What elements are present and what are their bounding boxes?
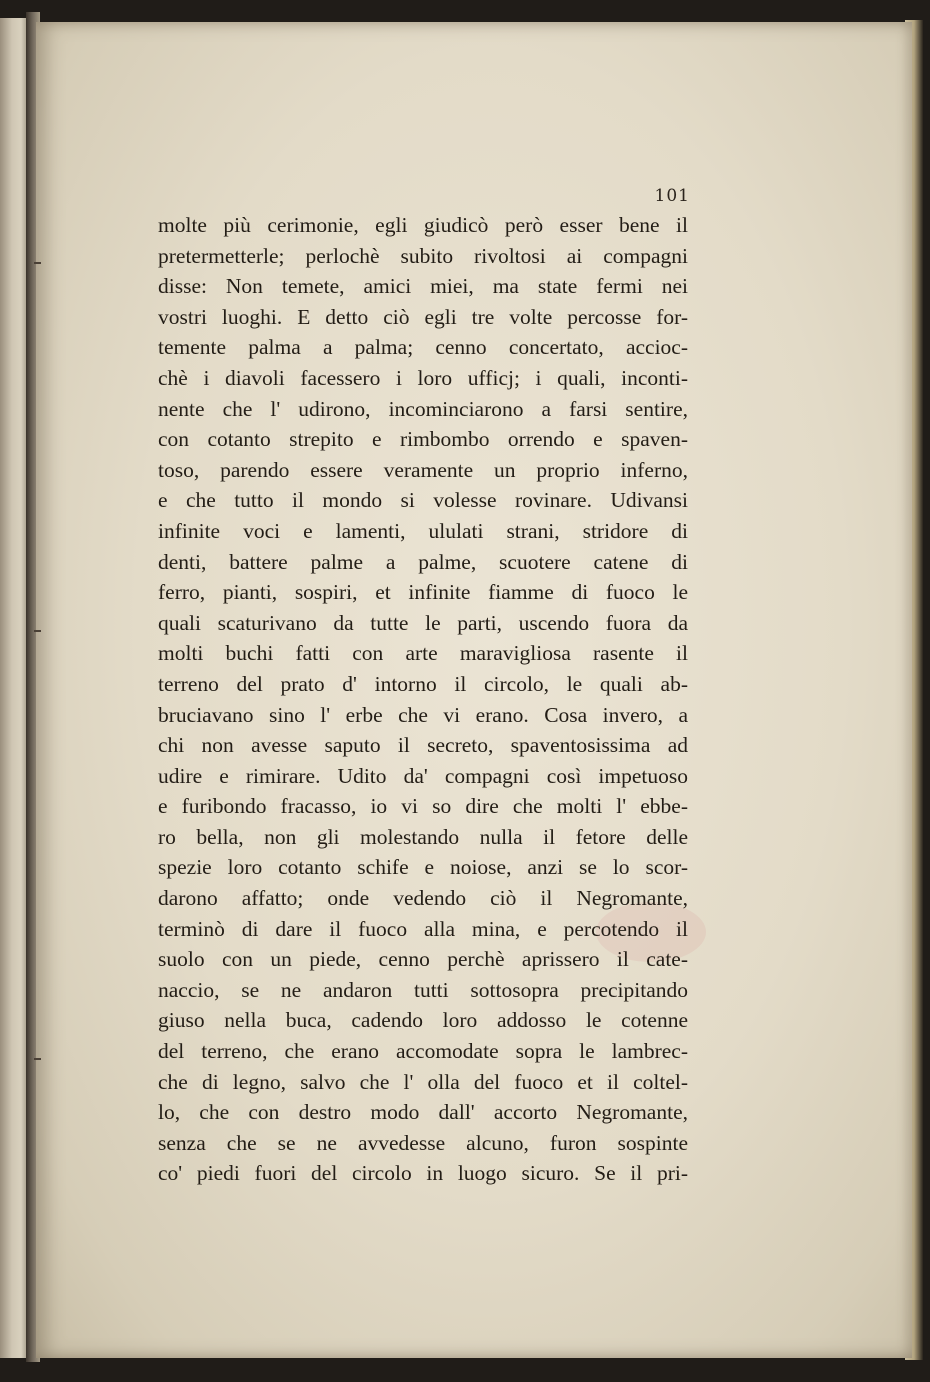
text-line: con cotanto strepito e rimbombo orrendo e spaven- [158,427,688,452]
text-line: giuso nella buca, cadendo loro addosso le cotenne [158,1008,688,1033]
text-line: vostri luoghi. E detto ciò egli tre volte percosse for- [158,304,688,329]
text-line: chè i diavoli facessero i loro ufficj; i quali, inconti- [158,365,688,390]
text-line: udire e rimirare. Udito da' compagni così impetuoso [158,763,688,788]
text-line: e che tutto il mondo si volesse rovinare. Udivansi [158,488,688,513]
text-line: terminò di dare il fuoco alla mina, e percotendo il [158,916,688,941]
text-line: che di legno, salvo che l' olla del fuoco et il coltel- [158,1069,688,1094]
text-line: spezie loro cotanto schife e noiose, anzi se lo scor- [158,855,688,880]
text-line: temente palma a palma; cenno concertato, accioc- [158,335,688,360]
text-line: denti, battere palme a palme, scuotere catene di [158,549,688,574]
text-line: molti buchi fatti con arte maravigliosa rasente il [158,641,688,666]
text-line: ro bella, non gli molestando nulla il fetore delle [158,824,688,849]
text-line: co' piedi fuori del circolo in luogo sicuro. Se il pri- [158,1161,688,1186]
text-line: chi non avesse saputo il secreto, spaventosissima ad [158,733,688,758]
page-number: 101 [654,186,690,206]
text-line: terreno del prato d' intorno il circolo, le quali ab- [158,671,688,696]
text-line: senza che se ne avvedesse alcuno, furon sospinte [158,1130,688,1155]
text-line: lo, che con destro modo dall' accorto Negromante, [158,1100,688,1125]
text-line: del terreno, che erano accomodate sopra le lambrec- [158,1039,688,1064]
page-text [158,210,688,1189]
text-line: toso, parendo essere veramente un proprio inferno, [158,457,688,482]
text-line: quali scaturivano da tutte le parti, uscendo fuora da [158,610,688,635]
text-line: infinite voci e lamenti, ululati strani, stridore di [158,518,688,543]
text-line: disse: Non temete, amici miei, ma state fermi nei [158,274,688,299]
text-line: bruciavano sino l' erbe che vi erano. Cosa invero, a [158,702,688,727]
text-line: naccio, se ne andaron tutti sottosopra precipitando [158,977,688,1002]
text-line: darono affatto; onde vedendo ciò il Negromante, [158,886,688,911]
text-line: e furibondo fracasso, io vi so dire che molti l' ebbe- [158,794,688,819]
text-line: suolo con un piede, cenno perchè aprissero il cate- [158,947,688,972]
text-line: molte più cerimonie, egli giudicò però esser bene il [158,213,688,237]
text-line: pretermetterle; perlochè subito rivoltosi ai compagni [158,243,688,268]
text-line: ferro, pianti, sospiri, et infinite fiamme di fuoco le [158,580,688,605]
text-line: nente che l' udirono, incominciarono a farsi sentire, [158,396,688,421]
